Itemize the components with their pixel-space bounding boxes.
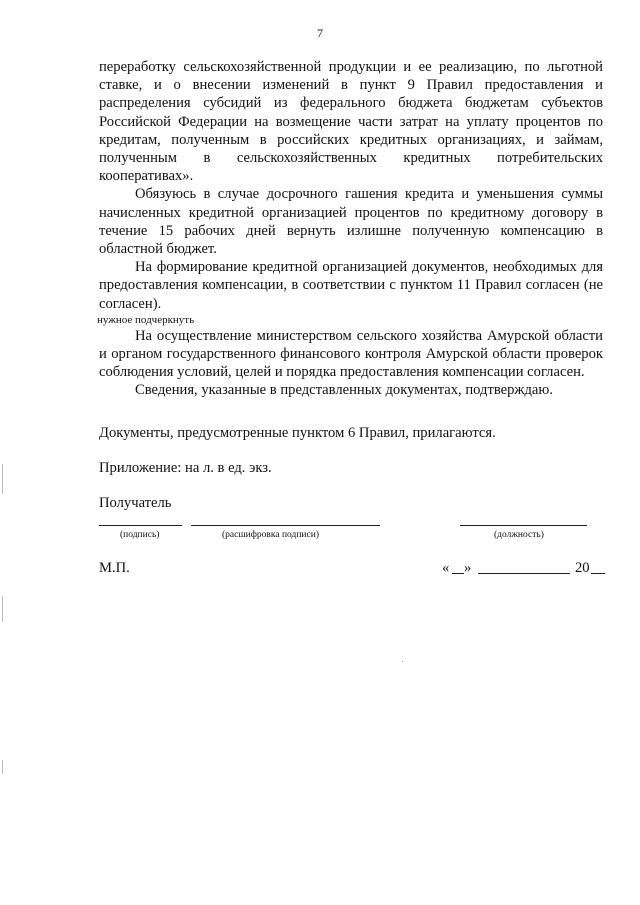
scan-margin-mark bbox=[2, 596, 3, 622]
paragraph-consent-documents: На формирование кредитной организацией документов, необходимых для предоставления компенсации, в соответствии с пунктом 11 Правил согласен (не согласен). bbox=[99, 259, 603, 312]
day-blank bbox=[452, 573, 464, 574]
decryption-line bbox=[191, 525, 380, 526]
recipient-label: Получатель bbox=[99, 495, 172, 511]
scan-margin-mark bbox=[2, 760, 3, 774]
stamp-label: М.П. bbox=[99, 560, 130, 576]
decryption-caption: (расшифровка подписи) bbox=[222, 530, 319, 540]
paragraph-consent-inspections: На осуществление министерством сельского хозяйства Амурской области и органом государственного финансового контроля Амурской области проверок соблюдения условий, целей и порядка предоставления компенсации согласен. bbox=[99, 327, 603, 381]
position-caption: (должность) bbox=[494, 530, 544, 540]
date-quote-open: « bbox=[442, 560, 450, 576]
documents-attached-line: Документы, предусмотренные пунктом 6 Правил, прилагаются. bbox=[99, 425, 496, 441]
signature-caption: (подпись) bbox=[120, 530, 160, 540]
year-blank bbox=[591, 573, 605, 574]
paragraph-refund-obligation: Обязуюсь в случае досрочного гашения кредита и уменьшения суммы начисленных кредитной организацией процентов по кредитному договору в течение 15 рабочих дней вернуть излишне полученную компенсацию в областной бюджет. bbox=[99, 186, 603, 258]
attachment-line: Приложение: на л. в ед. экз. bbox=[99, 460, 272, 476]
underline-note: нужное подчеркнуть bbox=[97, 313, 195, 326]
date-quote-close: » bbox=[464, 560, 472, 576]
paragraph-continuation: переработку сельскохозяйственной продукции и ее реализацию, по льготной ставке, и о внесении изменений в пункт 9 Правил предоставления и распределения субсидий из федерального бюджета бюджетам субъектов Российской Федерации на возмещение части затрат на уплату процентов по кредитам, полученным в российских кредитных организациях, и займам, полученным в сельскохозяйственных кредитных потребительских кооперативах». bbox=[99, 59, 603, 185]
paragraph-confirmation: Сведения, указанные в представленных документах, подтверждаю. bbox=[135, 382, 553, 399]
scan-margin-mark bbox=[2, 464, 3, 494]
position-line bbox=[460, 525, 587, 526]
month-blank bbox=[478, 573, 570, 574]
page-number: 7 bbox=[317, 26, 323, 40]
year-prefix: 20 bbox=[575, 560, 590, 576]
scan-speck bbox=[402, 661, 403, 662]
signature-line bbox=[99, 525, 182, 526]
document-body bbox=[99, 58, 603, 400]
